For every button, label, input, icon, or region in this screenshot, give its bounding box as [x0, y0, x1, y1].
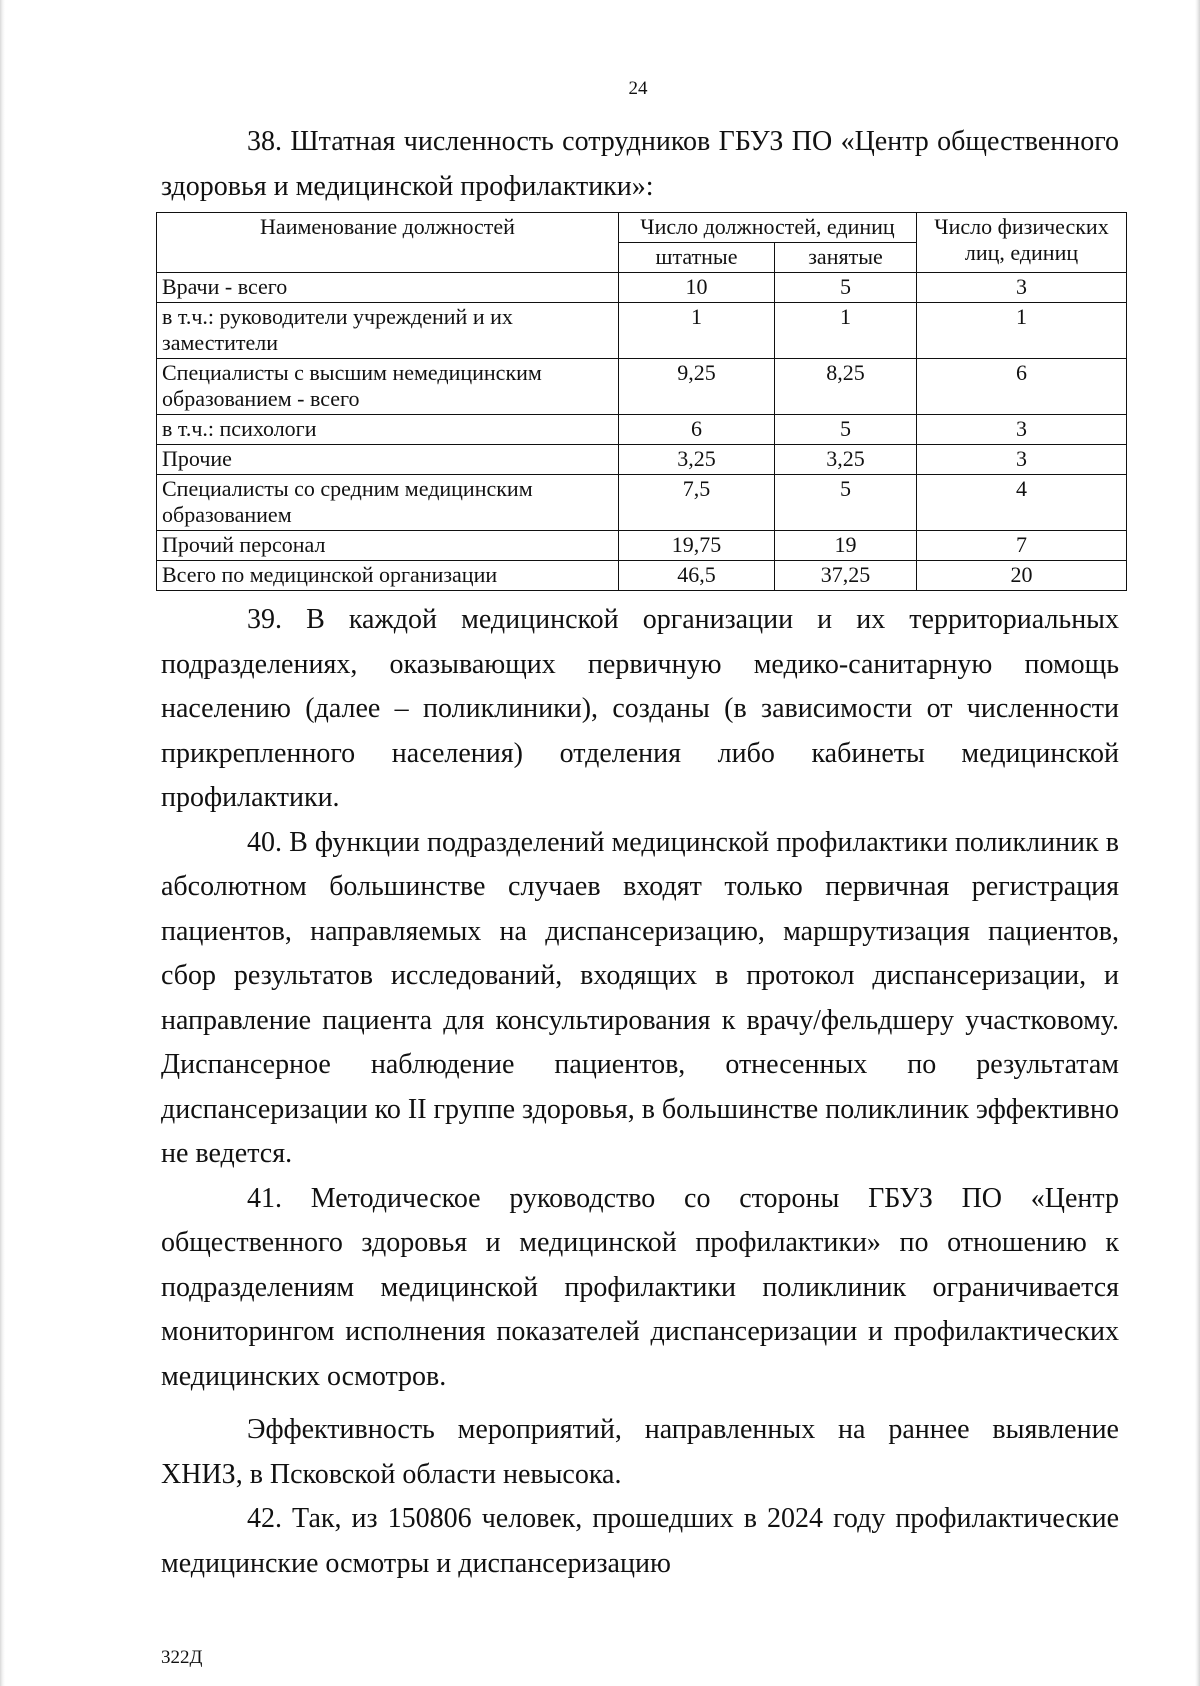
table-row [157, 303, 1127, 359]
row-name: Прочие [157, 445, 619, 475]
row-individuals: 7 [917, 531, 1127, 561]
row-occupied: 37,25 [775, 561, 917, 591]
scan-edge-right [1195, 0, 1200, 1686]
document-code: 322Д [161, 1647, 203, 1668]
row-name: в т.ч.: руководители учреждений и их заместители [157, 303, 619, 359]
header-positions-count: Число должностей, единиц [619, 213, 917, 243]
page-number: 24 [628, 78, 648, 99]
table-row [157, 561, 1127, 591]
row-name: Врачи - всего [157, 273, 619, 303]
row-name: Специалисты с высшим немедицинским образованием - всего [157, 359, 619, 415]
row-individuals: 3 [917, 415, 1127, 445]
row-occupied: 8,25 [775, 359, 917, 415]
table-row [157, 475, 1127, 531]
row-staffed: 1 [619, 303, 775, 359]
header-individuals: Число физических лиц, единиц [917, 213, 1127, 273]
row-occupied: 19 [775, 531, 917, 561]
table-row [157, 531, 1127, 561]
scan-edge-left [0, 0, 5, 1686]
paragraph-41: 41. Методическое руководство со стороны ГБУЗ ПО «Центр общественного здоровья и медицинской профилактики» по отношению к подразделениям медицинской профилактики поликлиник ограничивается мониторингом исполнения показателей диспансеризации и профилактических медицинских осмотров. [161, 1182, 1119, 1392]
row-name: Всего по медицинской организации [157, 561, 619, 591]
row-name: в т.ч.: психологи [157, 415, 619, 445]
header-occupied: занятые [775, 243, 917, 273]
row-individuals: 3 [917, 445, 1127, 475]
row-occupied: 5 [775, 415, 917, 445]
row-staffed: 10 [619, 273, 775, 303]
row-individuals: 1 [917, 303, 1127, 359]
paragraph-42: 42. Так, из 150806 человек, прошедших в 2024 году профилактические медицинские осмотры и диспансеризацию [161, 1503, 1119, 1579]
staffing-table [156, 212, 1127, 591]
table-row [157, 415, 1127, 445]
row-staffed: 19,75 [619, 531, 775, 561]
row-individuals: 3 [917, 273, 1127, 303]
row-staffed: 3,25 [619, 445, 775, 475]
row-occupied: 1 [775, 303, 917, 359]
row-occupied: 5 [775, 273, 917, 303]
row-occupied: 5 [775, 475, 917, 531]
row-individuals: 6 [917, 359, 1127, 415]
paragraph-38: 38. Штатная численность сотрудников ГБУЗ ПО «Центр общественного здоровья и медицинской профилактики»: [161, 126, 1119, 202]
row-staffed: 46,5 [619, 561, 775, 591]
row-occupied: 3,25 [775, 445, 917, 475]
document-body [161, 120, 1119, 1586]
row-staffed: 9,25 [619, 359, 775, 415]
row-individuals: 4 [917, 475, 1127, 531]
row-name: Специалисты со средним медицинским образованием [157, 475, 619, 531]
paragraph-40: 40. В функции подразделений медицинской профилактики поликлиник в абсолютном большинстве случаев входят только первичная регистрация пациентов, направляемых на диспансеризацию, маршрутизация пациентов, сбор результатов исследований, входящих в протокол диспансеризации, и направление пациента для консультирования к врачу/фельдшеру участковому. Диспансерное наблюдение пациентов, отнесенных по результатам диспансеризации ко II группе здоровья, в большинстве поликлиник эффективно не ведется. [161, 826, 1119, 1169]
table-row [157, 273, 1127, 303]
row-name: Прочий персонал [157, 531, 619, 561]
row-staffed: 7,5 [619, 475, 775, 531]
row-staffed: 6 [619, 415, 775, 445]
row-individuals: 20 [917, 561, 1127, 591]
table-row [157, 445, 1127, 475]
paragraph-effectiveness: Эффективность мероприятий, направленных на раннее выявление ХНИЗ, в Псковской области невысока. [161, 1414, 1119, 1490]
table-row [157, 359, 1127, 415]
paragraph-39: 39. В каждой медицинской организации и их территориальных подразделениях, оказывающих первичную медико-санитарную помощь населению (далее – поликлиники), созданы (в зависимости от численности прикрепленного населения) отделения либо кабинеты медицинской профилактики. [161, 604, 1119, 813]
header-position-name: Наименование должностей [157, 213, 619, 273]
header-staffed: штатные [619, 243, 775, 273]
